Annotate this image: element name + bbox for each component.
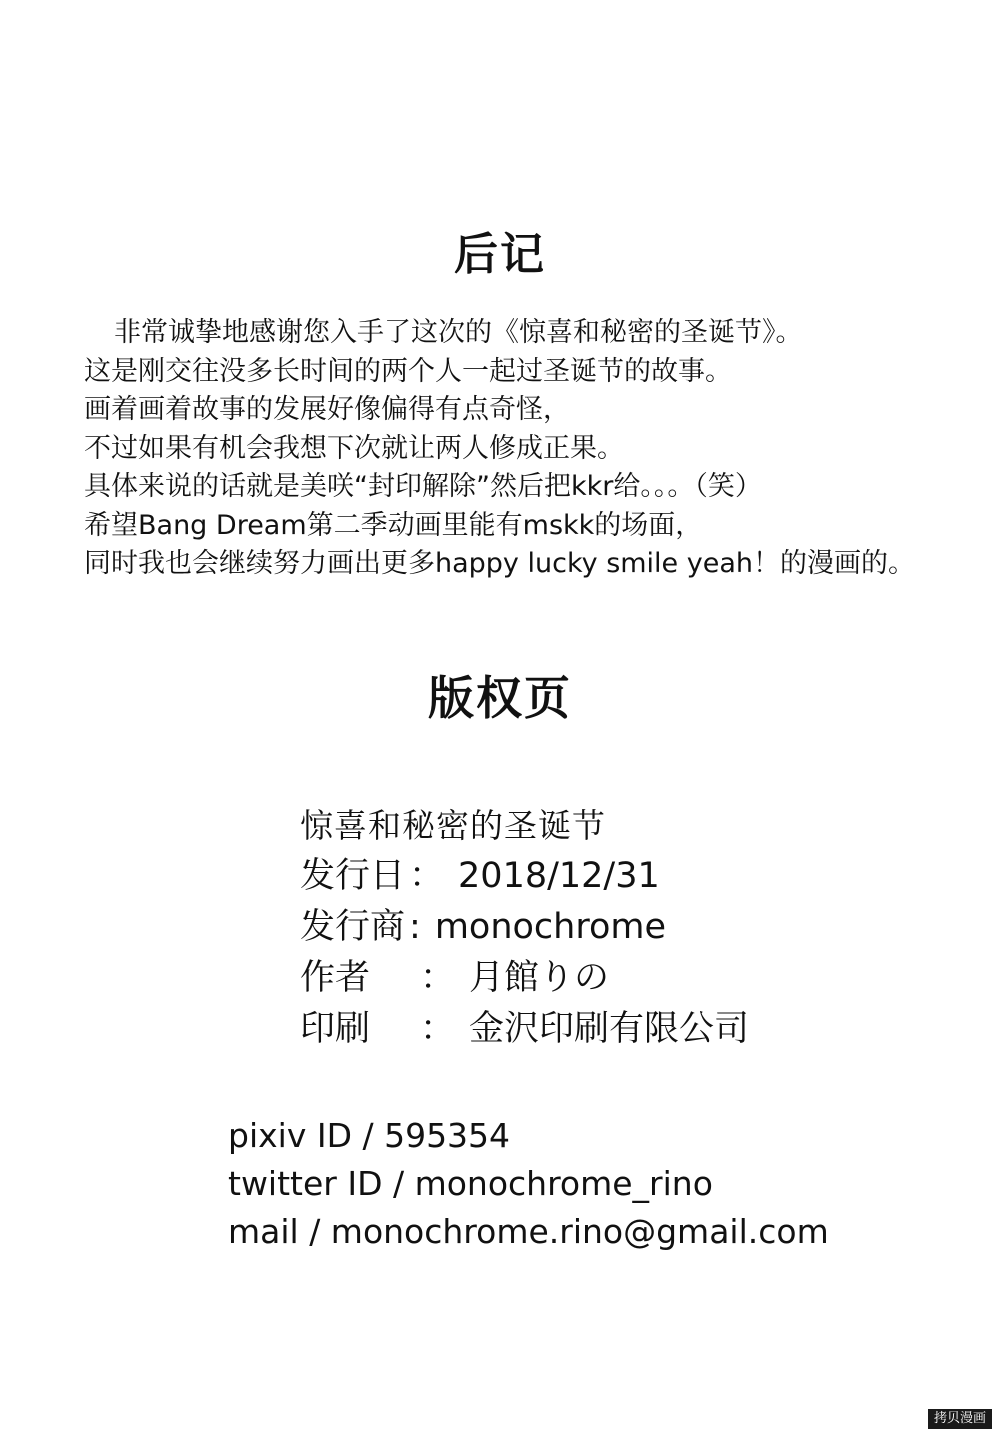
mail-address: mail / monochrome.rino@gmail.com [228,1212,829,1251]
afterword-line: 非常诚挚地感谢您入手了这次的《惊喜和秘密的圣诞节》。 [114,317,803,348]
book-title: 惊喜和秘密的圣诞节 [300,806,606,845]
pixiv-id: pixiv ID / 595354 [228,1116,511,1155]
afterword-line: 这是刚交往没多长时间的两个人一起过圣诞节的故事。 [84,355,732,387]
afterword-line: 不过如果有机会我想下次就让两人修成正果。 [84,432,624,464]
release-date-label: 发行日 [300,856,406,896]
printer-row [300,1004,900,1055]
contact-info [228,1112,908,1256]
publisher-label: 发行商 [300,907,406,947]
release-date-separator: ： [409,856,445,896]
author-separator: ： [420,958,456,998]
afterword-line: 同时我也会继续努力画出更多happy lucky smile yeah！的漫画的。 [84,548,916,579]
release-date-row [300,851,900,902]
afterword-line: 画着画着故事的发展好像偏得有点奇怪， [84,394,570,425]
author-label: 作者 [300,958,371,998]
publisher-separator: : [409,907,421,947]
printer-separator: ： [420,1009,456,1049]
publisher-value: monochrome [434,907,667,947]
twitter-id: twitter ID / monochrome_rino [228,1164,713,1203]
release-date-value: 2018/12/31 [458,856,660,896]
afterword-body [84,314,994,584]
printer-value: 金沢印刷有限公司 [469,1009,750,1049]
printer-label: 印刷 [300,1009,371,1049]
author-row [300,953,900,1004]
copyright-title: 版权页 [428,671,572,725]
site-watermark: 拷贝漫画 [928,1409,992,1429]
publisher-row [300,902,900,953]
afterword-line: 希望Bang Dream第二季动画里能有mskk的场面， [84,509,703,541]
author-value: 月館りの [469,958,610,998]
afterword-line: 具体来说的话就是美咲“封印解除”然后把kkr给。。。（笑） [84,471,762,502]
copyright-info [300,800,900,1055]
afterword-title: 后记 [454,229,546,280]
